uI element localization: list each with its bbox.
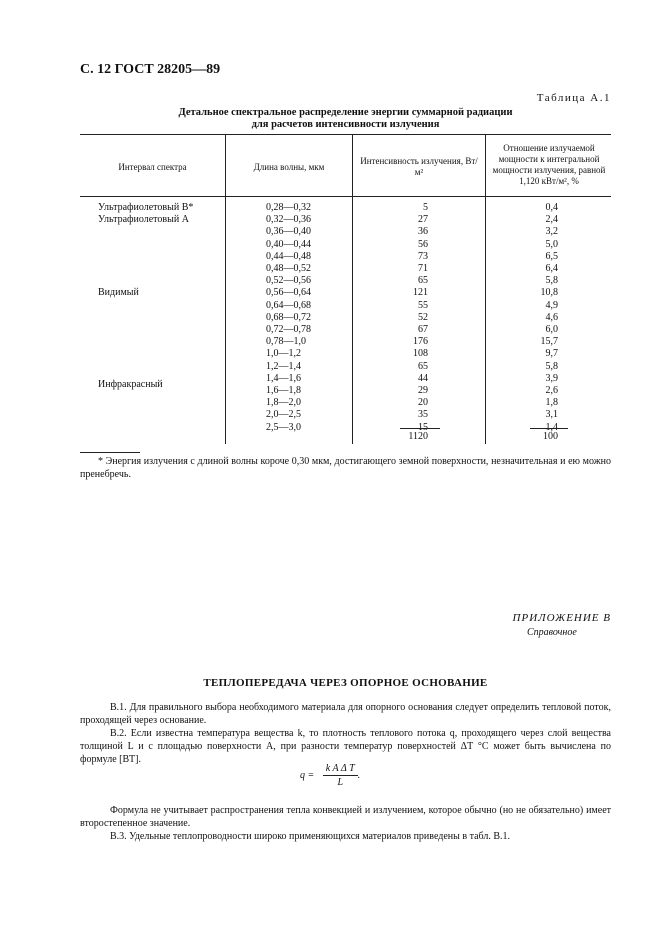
formula-lhs: q =	[300, 769, 315, 781]
ratio-cell: 3,2	[545, 226, 558, 238]
ratio-cell: 3,9	[545, 372, 558, 384]
wavelength-cell: 1,6—1,8	[266, 385, 301, 396]
table-vline-3	[485, 134, 486, 444]
table-label: Таблица А.1	[536, 92, 611, 104]
appendix-title: ПРИЛОЖЕНИЕ В	[512, 612, 611, 624]
formula-fraction	[323, 763, 358, 788]
ratio-cell: 15,7	[540, 336, 558, 348]
intensity-cell: 20	[418, 397, 428, 409]
formula-numerator: k A Δ T	[323, 763, 358, 776]
wavelength-cell: 0,44—0,48	[266, 250, 311, 262]
table-title-line2: для расчетов интенсивности излучения	[251, 119, 440, 130]
intensity-sum-rule	[400, 428, 440, 429]
ratio-sum-rule	[530, 428, 568, 429]
wavelength-cell: 0,78—1,0	[266, 336, 306, 348]
paragraph-b3: В.3. Удельные теплопроводности широко применяющихся материалов приведены в табл. В.1.	[110, 831, 511, 842]
footnote-rule	[80, 452, 140, 453]
wavelength-cell: 0,56—0,64	[266, 287, 311, 299]
footnote: * Энергия излучения с длиной волны короче 0,30 мкм, достигающего земной поверхности, незначительная и ею можно пренебречь.	[80, 456, 611, 480]
ratio-cell: 2,6	[545, 385, 558, 396]
page-header: С. 12 ГОСТ 28205—89	[80, 62, 221, 77]
wavelength-cell: 1,0—1,2	[266, 348, 301, 360]
intensity-total: 1120	[408, 431, 428, 442]
ratio-cell: 10,8	[540, 287, 558, 299]
intensity-cell: 65	[418, 275, 428, 287]
intensity-cell: 56	[418, 238, 428, 250]
ratio-cell: 6,5	[545, 250, 558, 262]
section-title: ТЕПЛОПЕРЕДАЧА ЧЕРЕЗ ОПОРНОЕ ОСНОВАНИЕ	[203, 677, 488, 689]
header-interval: Интервал спектра	[118, 162, 187, 172]
intensity-cell: 65	[418, 360, 428, 372]
wavelength-cell: 1,4—1,6	[266, 372, 301, 384]
table-title-line1: Детальное спектральное распределение энергии суммарной радиации	[178, 107, 513, 118]
intensity-cell: 67	[418, 324, 428, 335]
interval-infrared: Инфракрасный	[98, 379, 163, 390]
table-header-rule	[80, 196, 611, 197]
paragraph-b1: В.1. Для правильного выбора необходимого материала для опорного основания следует определить тепловой поток, проходящей через основание.	[80, 702, 611, 726]
table-vline-1	[225, 134, 226, 444]
wavelength-cell: 0,32—0,36	[266, 214, 311, 226]
wavelength-cell: 0,52—0,56	[266, 275, 311, 287]
wavelength-cell: 0,64—0,68	[266, 299, 311, 311]
ratio-cell: 9,7	[545, 348, 558, 360]
ratio-cell: 5,0	[545, 238, 558, 250]
intensity-cell: 5	[423, 202, 428, 213]
ratio-cell: 1,8	[545, 397, 558, 409]
intensity-cell: 44	[418, 372, 428, 384]
intensity-cell: 55	[418, 299, 428, 311]
header-intensity: Интенсивность излучения, Вт/м²	[360, 156, 478, 177]
ratio-cell: 1,4	[545, 421, 558, 433]
appendix-subtitle: Справочное	[527, 627, 577, 638]
wavelength-cell: 1,2—1,4	[266, 360, 301, 372]
ratio-cell: 2,4	[545, 214, 558, 226]
intensity-cell: 15	[418, 421, 428, 433]
ratio-cell: 6,0	[545, 324, 558, 335]
heat-flux-formula	[300, 763, 360, 788]
ratio-cell: 5,8	[545, 360, 558, 372]
ratio-cell: 4,6	[545, 311, 558, 323]
intensity-cell: 176	[413, 336, 428, 348]
wavelength-cell: 2,0—2,5	[266, 409, 301, 421]
header-ratio: Отношение излучаемой мощности к интегральной мощности излучения, равной 1,120 кВт/м², %	[492, 143, 606, 186]
table-top-rule	[80, 134, 611, 135]
wavelength-cell: 0,72—0,78	[266, 324, 311, 335]
wavelength-cell: 2,5—3,0	[266, 421, 301, 433]
table-vline-2	[352, 134, 353, 444]
intensity-cell: 35	[418, 409, 428, 421]
wavelength-cell: 0,40—0,44	[266, 238, 311, 250]
wavelength-cell: 0,36—0,40	[266, 226, 311, 238]
intensity-cell: 29	[418, 385, 428, 396]
interval-visible: Видимый	[98, 287, 139, 298]
intensity-cell: 73	[418, 250, 428, 262]
interval-uvb: Ультрафиолетовый В*	[98, 202, 194, 213]
header-wavelength: Длина волны, мкм	[253, 162, 325, 172]
ratio-cell: 3,1	[545, 409, 558, 421]
intensity-cell: 121	[413, 287, 428, 299]
intensity-cell: 27	[418, 214, 428, 226]
ratio-cell: 6,4	[545, 263, 558, 274]
intensity-cell: 108	[413, 348, 428, 360]
interval-uva: Ультрафиолетовый А	[98, 214, 189, 225]
ratio-cell: 0,4	[545, 202, 558, 213]
wavelength-cell: 0,68—0,72	[266, 311, 311, 323]
ratio-cell: 5,8	[545, 275, 558, 287]
formula-denominator: L	[337, 777, 343, 788]
intensity-cell: 52	[418, 311, 428, 323]
intensity-cell: 36	[418, 226, 428, 238]
wavelength-cell: 1,8—2,0	[266, 397, 301, 409]
ratio-cell: 4,9	[545, 299, 558, 311]
wavelength-cell: 0,48—0,52	[266, 263, 311, 274]
wavelength-cell: 0,28—0,32	[266, 202, 311, 213]
intensity-cell: 71	[418, 263, 428, 274]
paragraph-note: Формула не учитывает распространения тепла конвекцией и излучением, которое обычно (но не обязательно) имеет второстепенное значение.	[80, 805, 611, 829]
formula-tail: .	[357, 769, 361, 781]
paragraph-b2: В.2. Если известна температура вещества k, то плотность теплового потока q, проходящего через слой вещества толщиной L и с площадью поверхности A, при разности температур поверхностей ΔT °С может быть вычислена по формуле [ВТ].	[80, 728, 611, 765]
ratio-total: 100	[543, 431, 558, 442]
